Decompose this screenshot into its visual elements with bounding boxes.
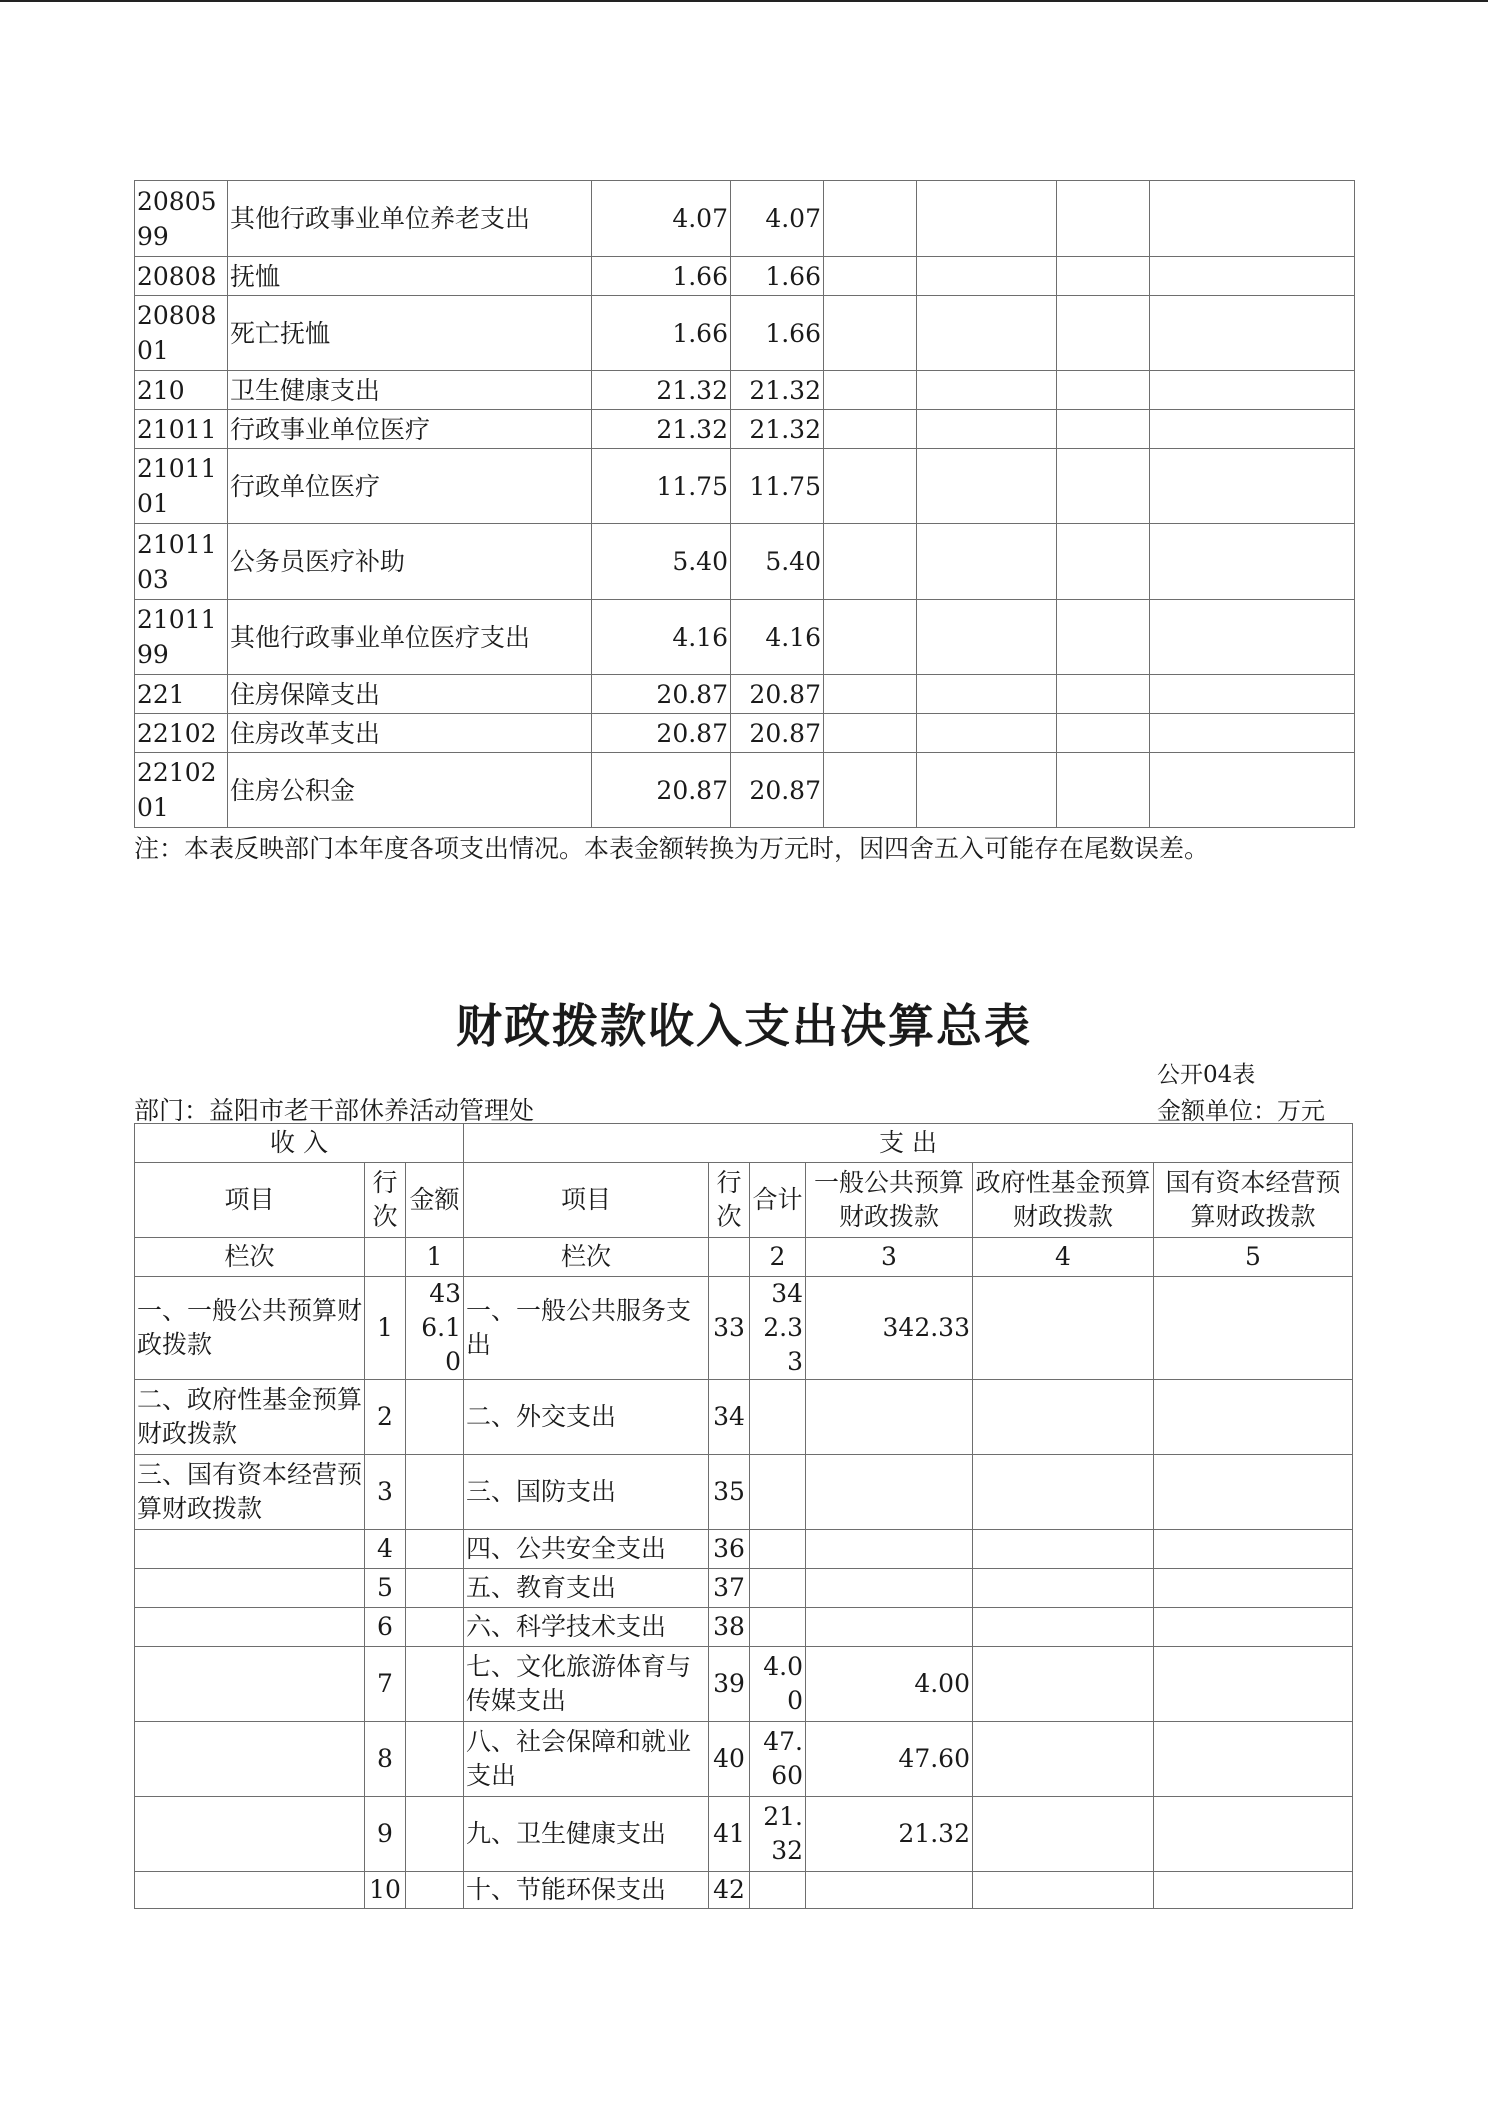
- total-value: [750, 1872, 806, 1909]
- function-name: 其他行政事业单位医疗支出: [228, 600, 592, 675]
- general-value: 4.00: [806, 1647, 973, 1722]
- basic-value: 20.87: [731, 753, 824, 828]
- function-name: 死亡抚恤: [228, 296, 592, 371]
- income-item: 一、一般公共预算财政拨款: [135, 1277, 365, 1380]
- table-number: 公开04表: [1157, 1062, 1256, 1088]
- income-amount: 436.10: [406, 1277, 464, 1380]
- total-value: 20.87: [592, 753, 731, 828]
- function-name: 住房改革支出: [228, 714, 592, 753]
- function-code: 2210201: [135, 753, 228, 828]
- table-row: [135, 1380, 1353, 1455]
- total-value: 21.32: [592, 410, 731, 449]
- fund-value: [973, 1455, 1154, 1530]
- capital-value: [1154, 1530, 1353, 1569]
- income-header: 收 入: [135, 1124, 464, 1163]
- basic-value: 1.66: [731, 257, 824, 296]
- function-code: 20808: [135, 257, 228, 296]
- total-value: 21.32: [592, 371, 731, 410]
- income-item: [135, 1647, 365, 1722]
- general-budget-header: 一般公共预算财政拨款: [806, 1163, 973, 1238]
- fund-budget-header: 政府性基金预算财政拨款: [973, 1163, 1154, 1238]
- capital-value: [1154, 1722, 1353, 1797]
- income-item-header: 项目: [135, 1163, 365, 1238]
- total-value: 20.87: [592, 675, 731, 714]
- page-title: 财政拨款收入支出决算总表: [456, 999, 1032, 1053]
- basic-value: 20.87: [731, 675, 824, 714]
- expense-line: 33: [709, 1277, 750, 1380]
- function-name: 住房公积金: [228, 753, 592, 828]
- income-line: 7: [365, 1647, 406, 1722]
- income-line: 9: [365, 1797, 406, 1872]
- column-index: 3: [806, 1238, 973, 1277]
- function-code: 210: [135, 371, 228, 410]
- table-header-row: [135, 1124, 1353, 1163]
- capital-value: [1154, 1569, 1353, 1608]
- general-value: [806, 1530, 973, 1569]
- income-amount: [406, 1722, 464, 1797]
- fund-value: [973, 1608, 1154, 1647]
- capital-value: [1154, 1277, 1353, 1380]
- function-code: 2080599: [135, 181, 228, 257]
- fund-value: [973, 1647, 1154, 1722]
- income-item: 三、国有资本经营预算财政拨款: [135, 1455, 365, 1530]
- table-header-row: [135, 1163, 1353, 1238]
- total-value: 4.07: [592, 181, 731, 257]
- fiscal-summary-table: [134, 1123, 1353, 1909]
- function-code: 21011: [135, 410, 228, 449]
- table-row: [135, 753, 1355, 828]
- function-name: 抚恤: [228, 257, 592, 296]
- column-index: 1: [406, 1238, 464, 1277]
- basic-value: 1.66: [731, 296, 824, 371]
- income-amount: [406, 1569, 464, 1608]
- expense-item: 七、文化旅游体育与传媒支出: [464, 1647, 709, 1722]
- basic-value: 4.07: [731, 181, 824, 257]
- total-value: 1.66: [592, 296, 731, 371]
- total-value: 11.75: [592, 449, 731, 524]
- general-value: [806, 1380, 973, 1455]
- income-amount: [406, 1380, 464, 1455]
- income-item: [135, 1569, 365, 1608]
- table-row: [135, 1647, 1353, 1722]
- income-line: 6: [365, 1608, 406, 1647]
- income-item: [135, 1797, 365, 1872]
- table-row: [135, 1277, 1353, 1380]
- expense-item: 十、节能环保支出: [464, 1872, 709, 1909]
- total-value: 1.66: [592, 257, 731, 296]
- expense-line: 36: [709, 1530, 750, 1569]
- table-note: 注：本表反映部门本年度各项支出情况。本表金额转换为万元时，因四舍五入可能存在尾数误差。: [134, 834, 1210, 863]
- expenditure-detail-table: [134, 180, 1355, 828]
- income-amount: [406, 1872, 464, 1909]
- table-row: [135, 1608, 1353, 1647]
- function-name: 卫生健康支出: [228, 371, 592, 410]
- general-value: [806, 1872, 973, 1909]
- basic-value: 21.32: [731, 410, 824, 449]
- total-value: [750, 1455, 806, 1530]
- table-row: [135, 1455, 1353, 1530]
- income-amount-header: 金额: [406, 1163, 464, 1238]
- basic-value: 5.40: [731, 524, 824, 600]
- income-item: 二、政府性基金预算财政拨款: [135, 1380, 365, 1455]
- general-value: 21.32: [806, 1797, 973, 1872]
- function-name: 行政事业单位医疗: [228, 410, 592, 449]
- function-name: 住房保障支出: [228, 675, 592, 714]
- expense-line-header: 行次: [709, 1163, 750, 1238]
- expense-line: 41: [709, 1797, 750, 1872]
- function-code: 22102: [135, 714, 228, 753]
- expense-line: 34: [709, 1380, 750, 1455]
- income-amount: [406, 1530, 464, 1569]
- table-row: [135, 296, 1355, 371]
- table-row: [135, 675, 1355, 714]
- fund-value: [973, 1380, 1154, 1455]
- total-value: [750, 1608, 806, 1647]
- department-label: 部门：益阳市老干部休养活动管理处: [134, 1096, 535, 1125]
- expense-item: 一、一般公共服务支出: [464, 1277, 709, 1380]
- expense-item: 二、外交支出: [464, 1380, 709, 1455]
- expense-item: 八、社会保障和就业支出: [464, 1722, 709, 1797]
- income-item: [135, 1530, 365, 1569]
- table-row: [135, 1872, 1353, 1909]
- table-row: [135, 1569, 1353, 1608]
- capital-value: [1154, 1647, 1353, 1722]
- income-line-header: 行次: [365, 1163, 406, 1238]
- income-item: [135, 1722, 365, 1797]
- total-value: 4.00: [750, 1647, 806, 1722]
- total-value: 4.16: [592, 600, 731, 675]
- income-line: 5: [365, 1569, 406, 1608]
- column-index: 5: [1154, 1238, 1353, 1277]
- function-name: 其他行政事业单位养老支出: [228, 181, 592, 257]
- income-line: 1: [365, 1277, 406, 1380]
- expense-item-header: 项目: [464, 1163, 709, 1238]
- function-name: 公务员医疗补助: [228, 524, 592, 600]
- column-label: 栏次: [464, 1238, 709, 1277]
- fund-value: [973, 1530, 1154, 1569]
- table-row: [135, 410, 1355, 449]
- income-amount: [406, 1608, 464, 1647]
- total-value: [750, 1530, 806, 1569]
- income-line: 2: [365, 1380, 406, 1455]
- expense-header: 支 出: [464, 1124, 1353, 1163]
- table-row: [135, 449, 1355, 524]
- basic-value: 20.87: [731, 714, 824, 753]
- income-amount: [406, 1455, 464, 1530]
- expense-line: 39: [709, 1647, 750, 1722]
- function-name: 行政单位医疗: [228, 449, 592, 524]
- total-value: 342.33: [750, 1277, 806, 1380]
- expense-line: 42: [709, 1872, 750, 1909]
- total-value: [750, 1569, 806, 1608]
- basic-value: 4.16: [731, 600, 824, 675]
- basic-value: 11.75: [731, 449, 824, 524]
- capital-budget-header: 国有资本经营预算财政拨款: [1154, 1163, 1353, 1238]
- expense-line: 35: [709, 1455, 750, 1530]
- income-item: [135, 1872, 365, 1909]
- expense-line: 40: [709, 1722, 750, 1797]
- income-amount: [406, 1647, 464, 1722]
- fund-value: [973, 1722, 1154, 1797]
- total-value: [750, 1380, 806, 1455]
- function-code: 2101103: [135, 524, 228, 600]
- capital-value: [1154, 1455, 1353, 1530]
- table-row: [135, 714, 1355, 753]
- amount-unit-label: 金额单位：万元: [1157, 1097, 1325, 1125]
- fund-value: [973, 1569, 1154, 1608]
- expense-line: 38: [709, 1608, 750, 1647]
- general-value: [806, 1608, 973, 1647]
- capital-value: [1154, 1380, 1353, 1455]
- expense-item: 九、卫生健康支出: [464, 1797, 709, 1872]
- column-index-row: [135, 1238, 1353, 1277]
- income-line: 3: [365, 1455, 406, 1530]
- column-index: 2: [750, 1238, 806, 1277]
- total-value: 5.40: [592, 524, 731, 600]
- function-code: 2080801: [135, 296, 228, 371]
- table-row: [135, 1530, 1353, 1569]
- column-label: 栏次: [135, 1238, 365, 1277]
- expense-item: 六、科学技术支出: [464, 1608, 709, 1647]
- fund-value: [973, 1872, 1154, 1909]
- function-code: 2101101: [135, 449, 228, 524]
- total-header: 合计: [750, 1163, 806, 1238]
- table-row: [135, 257, 1355, 296]
- expense-item: 三、国防支出: [464, 1455, 709, 1530]
- table-row: [135, 181, 1355, 257]
- basic-value: 21.32: [731, 371, 824, 410]
- capital-value: [1154, 1872, 1353, 1909]
- capital-value: [1154, 1797, 1353, 1872]
- table-row: [135, 371, 1355, 410]
- table-row: [135, 1797, 1353, 1872]
- income-line: 10: [365, 1872, 406, 1909]
- income-item: [135, 1608, 365, 1647]
- fund-value: [973, 1277, 1154, 1380]
- column-index: 4: [973, 1238, 1154, 1277]
- expense-line: 37: [709, 1569, 750, 1608]
- general-value: [806, 1569, 973, 1608]
- expense-item: 五、教育支出: [464, 1569, 709, 1608]
- expense-item: 四、公共安全支出: [464, 1530, 709, 1569]
- general-value: 342.33: [806, 1277, 973, 1380]
- function-code: 2101199: [135, 600, 228, 675]
- income-line: 8: [365, 1722, 406, 1797]
- table-row: [135, 524, 1355, 600]
- page-top-border: [0, 0, 1488, 2]
- fund-value: [973, 1797, 1154, 1872]
- table-row: [135, 1722, 1353, 1797]
- income-line: 4: [365, 1530, 406, 1569]
- general-value: [806, 1455, 973, 1530]
- income-amount: [406, 1797, 464, 1872]
- capital-value: [1154, 1608, 1353, 1647]
- total-value: 21.32: [750, 1797, 806, 1872]
- total-value: 47.60: [750, 1722, 806, 1797]
- table-row: [135, 600, 1355, 675]
- general-value: 47.60: [806, 1722, 973, 1797]
- function-code: 221: [135, 675, 228, 714]
- total-value: 20.87: [592, 714, 731, 753]
